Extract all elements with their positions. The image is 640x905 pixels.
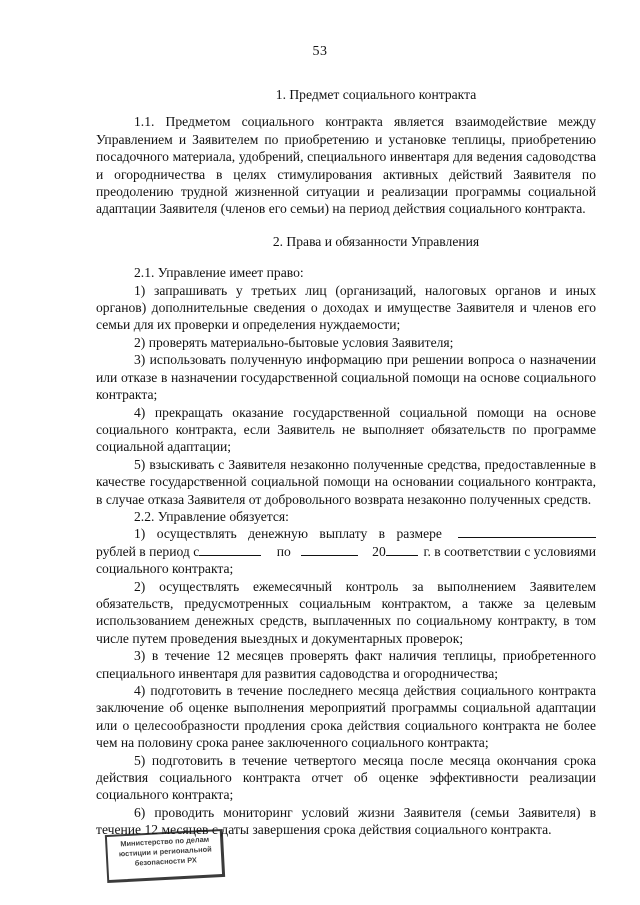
stamp-line-2: юстиции и региональной xyxy=(118,844,212,859)
duty-1-end-text: социального контракта; xyxy=(96,561,234,577)
stamp-line-1: Министерство по делам xyxy=(120,834,210,849)
year-blank xyxy=(386,543,418,556)
duty-1-line-2 xyxy=(96,543,596,560)
date-to-blank xyxy=(301,543,359,556)
section-1-paragraph: 1.1. Предметом социального контракта является взаимодействие между Управлением и Заявителем по приобретению и установке теплицы, приобретению посадочного материала, удобрений, специального инвентаря для ведения садоводства и огородничества в целях стимулирования активных действий Заявителя по преодолению трудной жизненной ситуации и реализации программы социальной адаптации Заявителя (членов его семьи) на период действия социального контракта. xyxy=(96,114,596,217)
stamp-line-3: безопасности РХ xyxy=(134,855,198,868)
right-item-1: 1) запрашивать у третьих лиц (организаций, налоговых органов и иных органов) дополнительные сведения о доходах и имуществе Заявителя и членов его семьи для их проверки и определения нуждаемости; xyxy=(96,282,596,333)
duty-item-1 xyxy=(96,525,596,577)
duty-item-4: 4) подготовить в течение последнего месяца действия социального контракта заключение об оценке выполнения мероприятий программы социальной адаптации или о целесообразности продления срока действия социального контракта не более чем на половину срока ранее заключенного социального контракта; xyxy=(96,683,596,751)
section-2-heading: 2. Права и обязанности Управления xyxy=(272,233,480,249)
document-body xyxy=(96,86,596,839)
duty-item-2: 2) осуществлять ежемесячный контроль за выполнением Заявителем обязательств, предусмотренных социальным контрактом, а также за целевым использованием денежных средств, выплаченных по социальному контракту, в том числе путем проведения выездных и документарных проверок; xyxy=(96,578,596,646)
ministry-stamp xyxy=(105,829,225,883)
rubles-period-text: рублей в период с xyxy=(96,543,200,559)
duty-1-text: 1) осуществлять денежную выплату в размере xyxy=(134,526,442,542)
duty-1-line-1 xyxy=(96,525,596,542)
amount-blank xyxy=(458,525,596,538)
po-text: по xyxy=(276,543,291,559)
right-item-5: 5) взыскивать с Заявителя незаконно полученные средства, предоставленные в качестве государственной социальной помощи на основании социального контракта, в случае отказа Заявителя от добровольного возврата незаконно полученных средств. xyxy=(96,456,596,507)
right-item-3: 3) использовать полученную информацию при решении вопроса о назначении или отказе в назначении государственной социальной помощи на основе социального контракта; xyxy=(96,352,596,403)
section-1-heading: 1. Предмет социального контракта xyxy=(275,87,477,102)
duty-1-line-3 xyxy=(96,560,596,577)
year-prefix-text: 20 xyxy=(372,543,386,559)
duty-item-5: 5) подготовить в течение четвертого месяца после месяца окончания срока действия социального контракта отчет об оценке эффективности реализации социального контракта; xyxy=(96,752,596,803)
rights-title: 2.1. Управление имеет право: xyxy=(134,265,304,281)
duty-1-tail-text: г. в соответствии с условиями xyxy=(423,543,596,559)
page-number: 53 xyxy=(312,44,328,59)
duty-item-6: 6) проводить мониторинг условий жизни Заявителя (семьи Заявителя) в течение 12 месяцев с даты завершения срока действия социального контракта. xyxy=(96,804,596,838)
right-item-2: 2) проверять материально-бытовые условия Заявителя; xyxy=(134,334,454,350)
duty-item-3: 3) в течение 12 месяцев проверять факт наличия теплицы, приобретенного специального инвентаря для развития садоводства и огородничества; xyxy=(96,648,596,681)
date-from-blank xyxy=(199,543,261,556)
right-item-4: 4) прекращать оказание государственной социальной помощи на основе социального контракта, если Заявитель не выполняет обязательств по программе социальной адаптации; xyxy=(96,404,596,455)
duties-title: 2.2. Управление обязуется: xyxy=(134,508,289,524)
